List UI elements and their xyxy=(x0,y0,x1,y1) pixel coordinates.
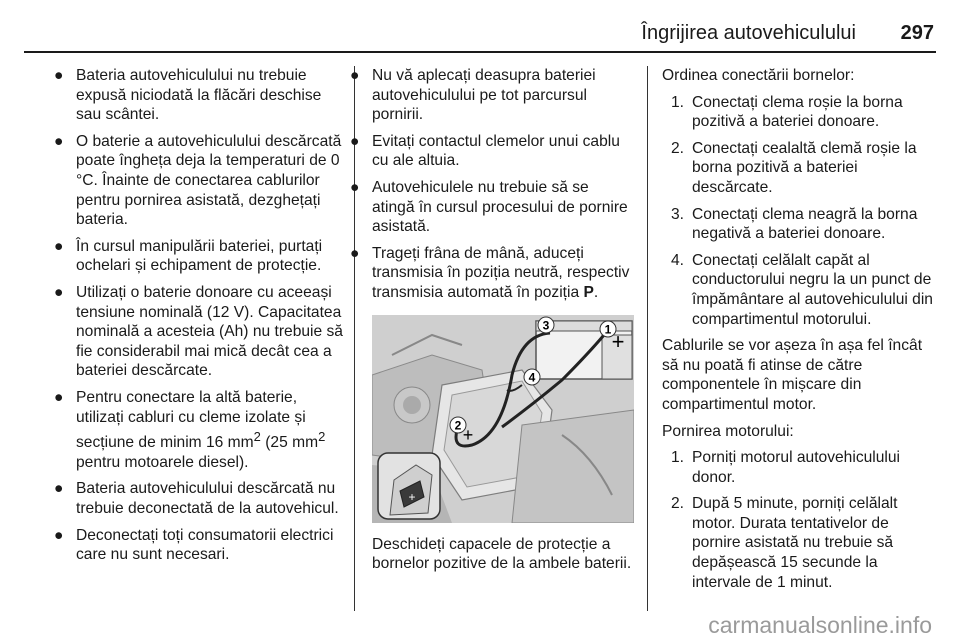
bullet-icon: ● xyxy=(350,132,360,150)
start-steps-list xyxy=(662,448,934,592)
list-item: ● Bateria autovehiculului descărcată nu trebuie deconectată de la autovehicul. xyxy=(54,480,339,518)
engine-bay-drawing xyxy=(372,315,634,523)
column-divider xyxy=(647,66,648,611)
list-item: 1. Conectați clema roșie la borna pozitivă a bateriei donoare. xyxy=(671,93,903,131)
chapter-title: Îngrijirea autovehiculului xyxy=(641,22,856,44)
list-item: 4. Conectați celălalt capăt al conductorului negru la un punct de împământare al autovehiculului din compartimentul motorului. xyxy=(671,251,933,328)
page-header xyxy=(24,18,936,48)
callout-1: 1 xyxy=(604,322,612,337)
header-rule xyxy=(24,51,936,53)
list-item: ● O baterie a autovehiculului descărcată poate îngheța deja la temperaturi de 0 °C. Înainte de conectarea cablurilor pentru pornirea asistată, dezghețați bateria. xyxy=(54,132,342,229)
figure-caption: Deschideți capacele de protecție a bornelor pozitive de la ambele baterii. xyxy=(372,535,632,573)
start-heading: Pornirea motorului: xyxy=(662,422,794,440)
list-item: 2. Conectați cealaltă clemă roșie la borna pozitivă a bateriei descărcate. xyxy=(671,139,917,196)
list-item: ● Deconectați toți consumatorii electrici care nu sunt necesari. xyxy=(54,526,334,564)
bullet-icon: ● xyxy=(350,178,360,196)
list-item: ● Nu vă aplecați deasupra bateriei autovehiculului pe tot parcursul pornirii. xyxy=(350,67,596,124)
list-item: 3. Conectați clema neagră la borna negativă a bateriei donoare. xyxy=(671,205,918,243)
list-item: 1. Porniți motorul autovehiculului donor. xyxy=(671,449,901,486)
list-item: ● Trageți frâna de mână, aduceți transmisia în poziția neutră, respectiv transmisia automată în poziția P. xyxy=(350,244,630,301)
bullet-icon: ● xyxy=(350,244,360,262)
list-item: ● Utilizați o baterie donoare cu aceeași tensiune nominală (12 V). Capacitatea nominală a acesteia (Ah) nu trebuie să fie considerabil mai mică decât cea a bateriei descărcate. xyxy=(54,283,343,380)
list-item: ● Evitați contactul clemelor unui cablu cu ale altuia. xyxy=(350,132,620,170)
page-number: 297 xyxy=(900,22,934,44)
engine-bay-illustration xyxy=(372,315,634,523)
plus-terminal-label: + xyxy=(462,424,474,445)
callout-3: 3 xyxy=(542,318,550,333)
bullet-icon: ● xyxy=(54,132,64,150)
list-item: ● Pentru conectare la altă baterie, utilizați cabluri cu cleme izolate și secțiune de minim 16 $mm^2$ (25 $mm^2$ pentru motoarele diesel). xyxy=(54,388,326,471)
bullet-icon: ● xyxy=(54,388,64,406)
callout-4: 4 xyxy=(528,370,536,385)
column-1 xyxy=(54,66,348,572)
warnings-list xyxy=(54,66,348,565)
plus-terminal-label: + xyxy=(611,328,625,354)
bullet-icon: ● xyxy=(54,67,64,84)
list-item: ● Autovehiculele nu trebuie să se atingă în cursul procesului de pornire asistată. xyxy=(350,178,628,236)
cables-paragraph: Cablurile se vor așeza în așa fel încât să nu poată fi atinse de către componentele în mișcare din compartimentul motor. xyxy=(662,337,923,413)
callout-2: 2 xyxy=(454,418,462,433)
list-item: ● Bateria autovehiculului nu trebuie expusă niciodată la flăcări deschise sau scântei. xyxy=(54,67,322,124)
column-3 xyxy=(662,66,934,599)
bullet-icon: ● xyxy=(54,237,64,255)
column-2 xyxy=(350,66,634,581)
precautions-list xyxy=(350,66,634,303)
bullet-icon: ● xyxy=(54,480,64,498)
watermark: carmanualsonline.info xyxy=(708,612,932,638)
list-item: 2. După 5 minute, porniți celălalt motor. Durata tentativelor de pornire asistată nu trebuie să depășească 15 secunde la intervale de 1 minut. xyxy=(671,495,898,591)
bullet-icon: ● xyxy=(54,283,64,301)
plus-terminal-label: + xyxy=(408,489,416,504)
bullet-icon: ● xyxy=(350,67,360,84)
list-item: ● În cursul manipulării bateriei, purtați ochelari și echipament de protecție. xyxy=(54,237,323,275)
bullet-icon: ● xyxy=(54,526,64,544)
connection-heading: Ordinea conectării bornelor: xyxy=(662,67,855,84)
connection-steps-list xyxy=(662,93,934,330)
